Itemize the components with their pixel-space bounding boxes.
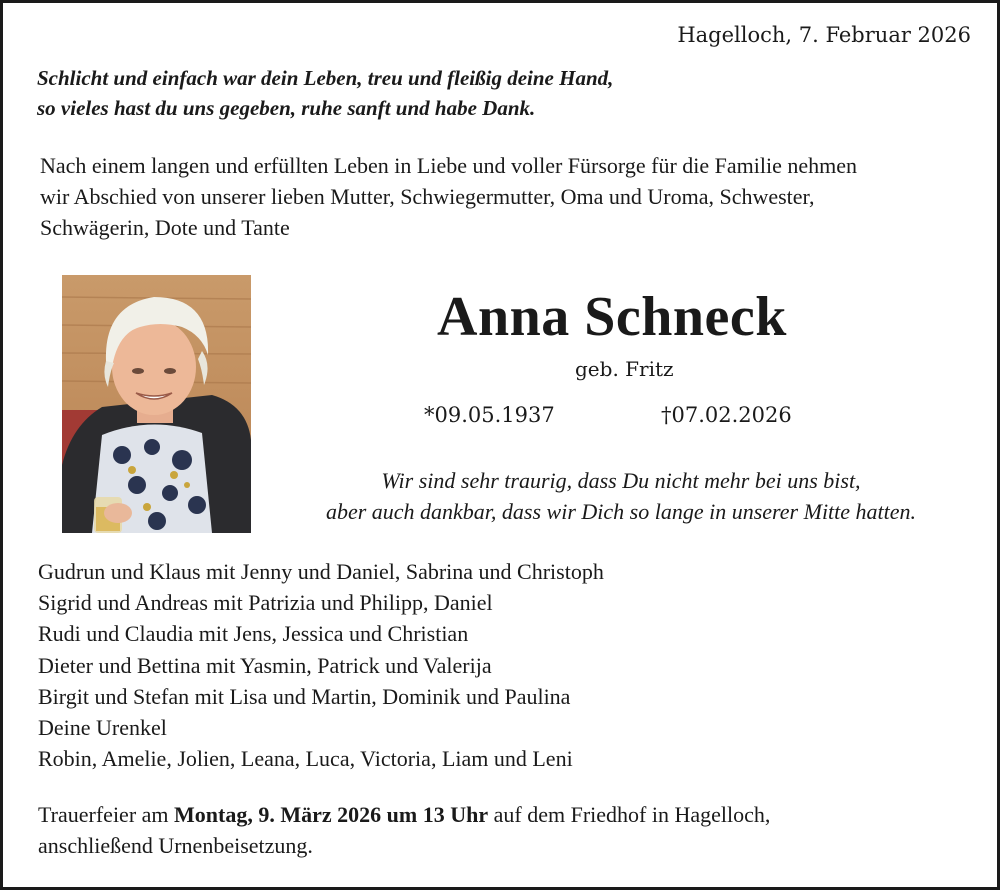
service-info xyxy=(38,799,770,861)
quote-line-2: aber auch dankbar, dass wir Dich so lange in unserer Mitte hatten. xyxy=(325,499,917,524)
place-date: Hagelloch, 7. Februar 2026 xyxy=(677,23,971,47)
maiden-name: geb. Fritz xyxy=(575,357,674,381)
portrait-photo xyxy=(62,275,251,533)
deceased-name: Anna Schneck xyxy=(437,286,787,348)
intro-text xyxy=(40,150,857,243)
family-line: Gudrun und Klaus mit Jenny und Daniel, Sabrina und Christoph xyxy=(38,559,604,584)
portrait-image xyxy=(62,275,251,533)
service-line-2: anschließend Urnenbeisetzung. xyxy=(38,833,313,858)
intro-line-1: Nach einem langen und erfüllten Leben in Liebe und voller Fürsorge für die Familie nehmen xyxy=(40,153,858,178)
motto-verse xyxy=(37,63,613,123)
motto-line-1: Schlicht und einfach war dein Leben, treu und fleißig deine Hand, xyxy=(37,66,614,90)
family-line: Rudi und Claudia mit Jens, Jessica und Christian xyxy=(38,621,469,647)
death-date: †07.02.2026 xyxy=(661,403,792,427)
family-line: Dieter und Bettina mit Yasmin, Patrick und Valerija xyxy=(38,652,492,678)
birth-date: *09.05.1937 xyxy=(424,403,555,427)
service-datetime: Montag, 9. März 2026 um 13 Uhr xyxy=(174,802,489,827)
family-list xyxy=(38,556,604,774)
service-suffix: auf dem Friedhof in Hagelloch, xyxy=(488,802,771,827)
family-line: Deine Urenkel xyxy=(38,715,167,741)
family-line: Sigrid und Andreas mit Patrizia und Philipp, Daniel xyxy=(38,590,493,616)
motto-line-2: so vieles hast du uns gegeben, ruhe sanft und habe Dank. xyxy=(37,96,536,120)
family-line: Robin, Amelie, Jolien, Leana, Luca, Victoria, Liam und Leni xyxy=(38,746,573,772)
memorial-quote xyxy=(285,465,957,527)
service-prefix: Trauerfeier am xyxy=(38,802,175,827)
intro-line-3: Schwägerin, Dote und Tante xyxy=(40,215,290,240)
quote-line-1: Wir sind sehr traurig, dass Du nicht mehr bei uns bist, xyxy=(381,468,861,493)
family-line: Birgit und Stefan mit Lisa und Martin, Dominik und Paulina xyxy=(38,683,571,709)
intro-line-2: wir Abschied von unserer lieben Mutter, Schwiegermutter, Oma und Uroma, Schwester, xyxy=(40,184,815,209)
service-line-1 xyxy=(38,799,770,830)
